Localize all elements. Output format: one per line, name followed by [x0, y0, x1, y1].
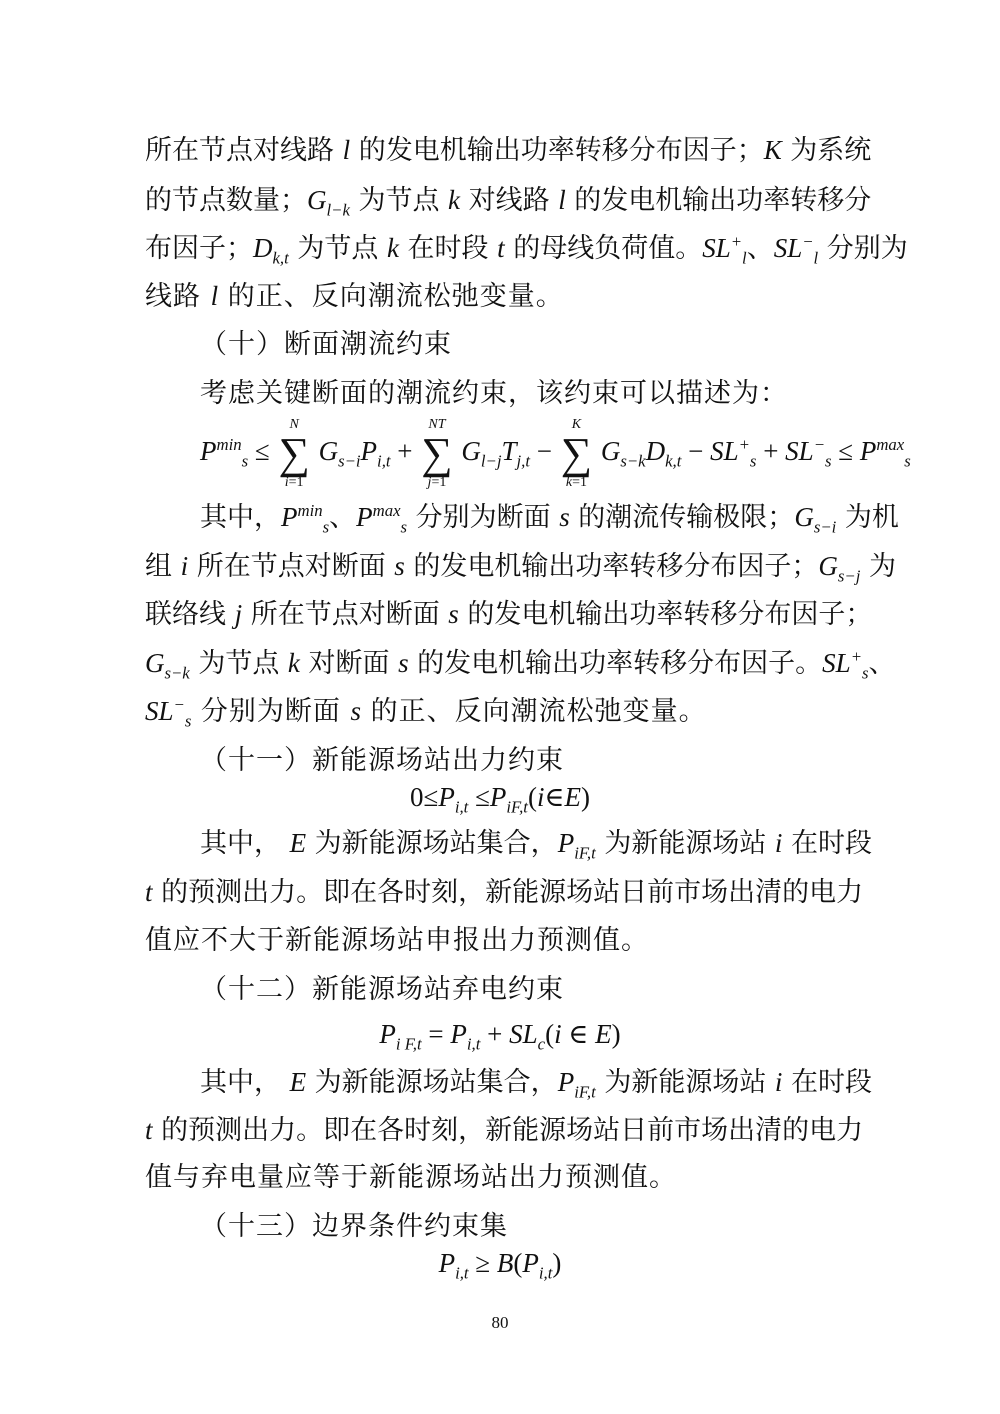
text-line: 所在节点对线路 l 的发电机输出功率转移分布因子；K 为系统: [145, 135, 872, 166]
text-line: 的节点数量；$G_{l-k}$ 为节点 k 对线路 l 的发电机输出功率转移分: [145, 185, 872, 220]
text-line: 布因子；$D_{k,t}$ 为节点 k 在时段 t 的母线负荷值。$SL^+_l$、$SL^-_l$ 分别为: [145, 232, 908, 268]
curtailment-formula: $P_{i F,t} = P_{i,t} + SL_c(i$ ∈ E): [379, 1019, 621, 1054]
section-heading: （十三）边界条件约束集: [200, 1211, 508, 1242]
text-line: t 的预测出力。即在各时刻，新能源场站日前市场出清的电力: [145, 877, 864, 908]
text-line: 其中， E 为新能源场站集合，$P_{iF,t}$ 为新能源场站 i 在时段: [200, 828, 873, 863]
text-line: $G_{s-k}$ 为节点 k 对断面 s 的发电机输出功率转移分布因子。$SL^+_s$、: [145, 647, 896, 683]
output-constraint-formula: $0\le P_{i,t}$ $\le P_{iF,t}(i\in E)$: [410, 782, 590, 817]
flow-constraint-formula: $P^{min}_s$ ≤ N ∑ i=1 $G_{s-i}P_{i,t}$ + NT ∑ j=1 $G_{l-j}T_{j,t}$ − K ∑ k=1 $G_{s-k}D_{k,t} - SL^+_s + SL^-_s \le P^{max}_s$: [200, 417, 911, 490]
text-line: t 的预测出力。即在各时刻，新能源场站日前市场出清的电力: [145, 1115, 864, 1146]
text-line: 值应不大于新能源场站申报出力预测值。: [145, 925, 649, 956]
text-line: $SL^-_s$ 分别为断面 s 的正、反向潮流松弛变量。: [145, 695, 707, 731]
text-line: 线路 l 的正、反向潮流松弛变量。: [145, 281, 564, 312]
intro-text: 考虑关键断面的潮流约束，该约束可以描述为：: [200, 378, 788, 409]
text-line: 其中， E 为新能源场站集合，$P_{iF,t}$ 为新能源场站 i 在时段: [200, 1067, 873, 1102]
text-line: 组 i 所在节点对断面 s 的发电机输出功率转移分布因子；$G_{s-j}$ 为: [145, 551, 896, 586]
section-heading: （十二）新能源场站弃电约束: [200, 974, 564, 1005]
section-heading: （十）断面潮流约束: [200, 329, 452, 360]
boundary-formula: $P_{i,t} \ge B(P_{i,t})$: [438, 1248, 562, 1283]
page-number: 80: [491, 1313, 509, 1332]
text-line: 值与弃电量应等于新能源场站出力预测值。: [145, 1162, 677, 1193]
section-heading: （十一）新能源场站出力约束: [200, 745, 564, 776]
text-line: 联络线 j 所在节点对断面 s 的发电机输出功率转移分布因子；: [145, 599, 873, 630]
text-line: 其中，$P^{min}_s$、$P^{max}_s$ 分别为断面 s 的潮流传输极限；$G_{s-i}$ 为机: [200, 501, 899, 537]
